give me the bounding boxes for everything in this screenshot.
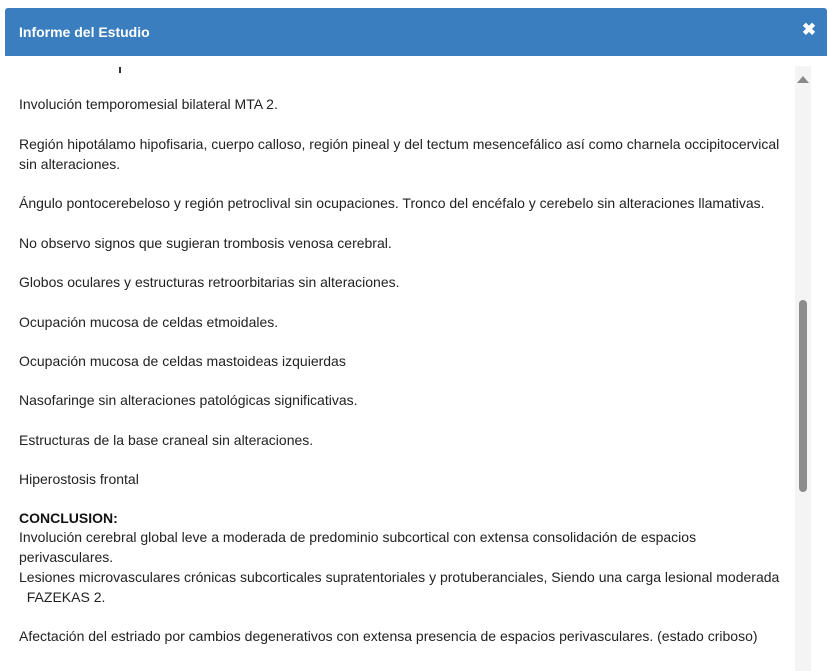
report-paragraph: Estructuras de la base craneal sin alteraciones.	[19, 432, 314, 448]
conclusion-heading-text: CONCLUSION:	[19, 510, 118, 526]
close-icon[interactable]: ✖	[801, 20, 817, 39]
conclusion-paragraph: Afectación del estriado por cambios degenerativos con extensa presencia de espacios perivasculares. (estado criboso)	[19, 628, 758, 644]
vertical-scrollbar[interactable]	[795, 66, 811, 671]
report-paragraph: Globos oculares y estructuras retroorbitarias sin alteraciones.	[19, 274, 400, 290]
report-paragraph: Ocupación mucosa de celdas mastoideas izquierdas	[19, 353, 346, 369]
scroll-up-arrow-icon[interactable]	[797, 76, 809, 83]
clipped-text-fragment	[119, 67, 121, 73]
report-dialog	[5, 8, 827, 671]
dialog-body[interactable]	[5, 56, 827, 671]
report-paragraph: Hiperostosis frontal	[19, 471, 139, 487]
conclusion-heading	[19, 508, 791, 528]
dialog-title: Informe del Estudio	[19, 24, 150, 40]
report-paragraph: Nasofaringe sin alteraciones patológicas significativas.	[19, 392, 358, 408]
report-paragraph: Involución temporomesial bilateral MTA 2.	[19, 96, 278, 112]
conclusion-paragraph: Lesiones microvasculares crónicas subcorticales supratentoriales y protuberanciales, Siendo una carga lesional moderada FAZEKAS 2.	[19, 569, 780, 605]
report-paragraph: Ángulo pontocerebeloso y región petroclival sin ocupaciones. Tronco del encéfalo y cerebelo sin alteraciones llamativas.	[19, 195, 765, 211]
conclusion-paragraph: Involución cerebral global leve a moderada de predominio subcortical con extensa consolidación de espacios perivasculares.	[19, 529, 697, 565]
report-paragraph: Ocupación mucosa de celdas etmoidales.	[19, 314, 279, 330]
scrollbar-thumb[interactable]	[799, 300, 807, 492]
dialog-header	[5, 8, 827, 56]
report-paragraph: Región hipotálamo hipofisaria, cuerpo calloso, región pineal y del tectum mesencefálico así como charnela occipitocervical sin alteraciones.	[19, 136, 780, 172]
report-paragraph: No observo signos que sugieran trombosis venosa cerebral.	[19, 235, 392, 251]
